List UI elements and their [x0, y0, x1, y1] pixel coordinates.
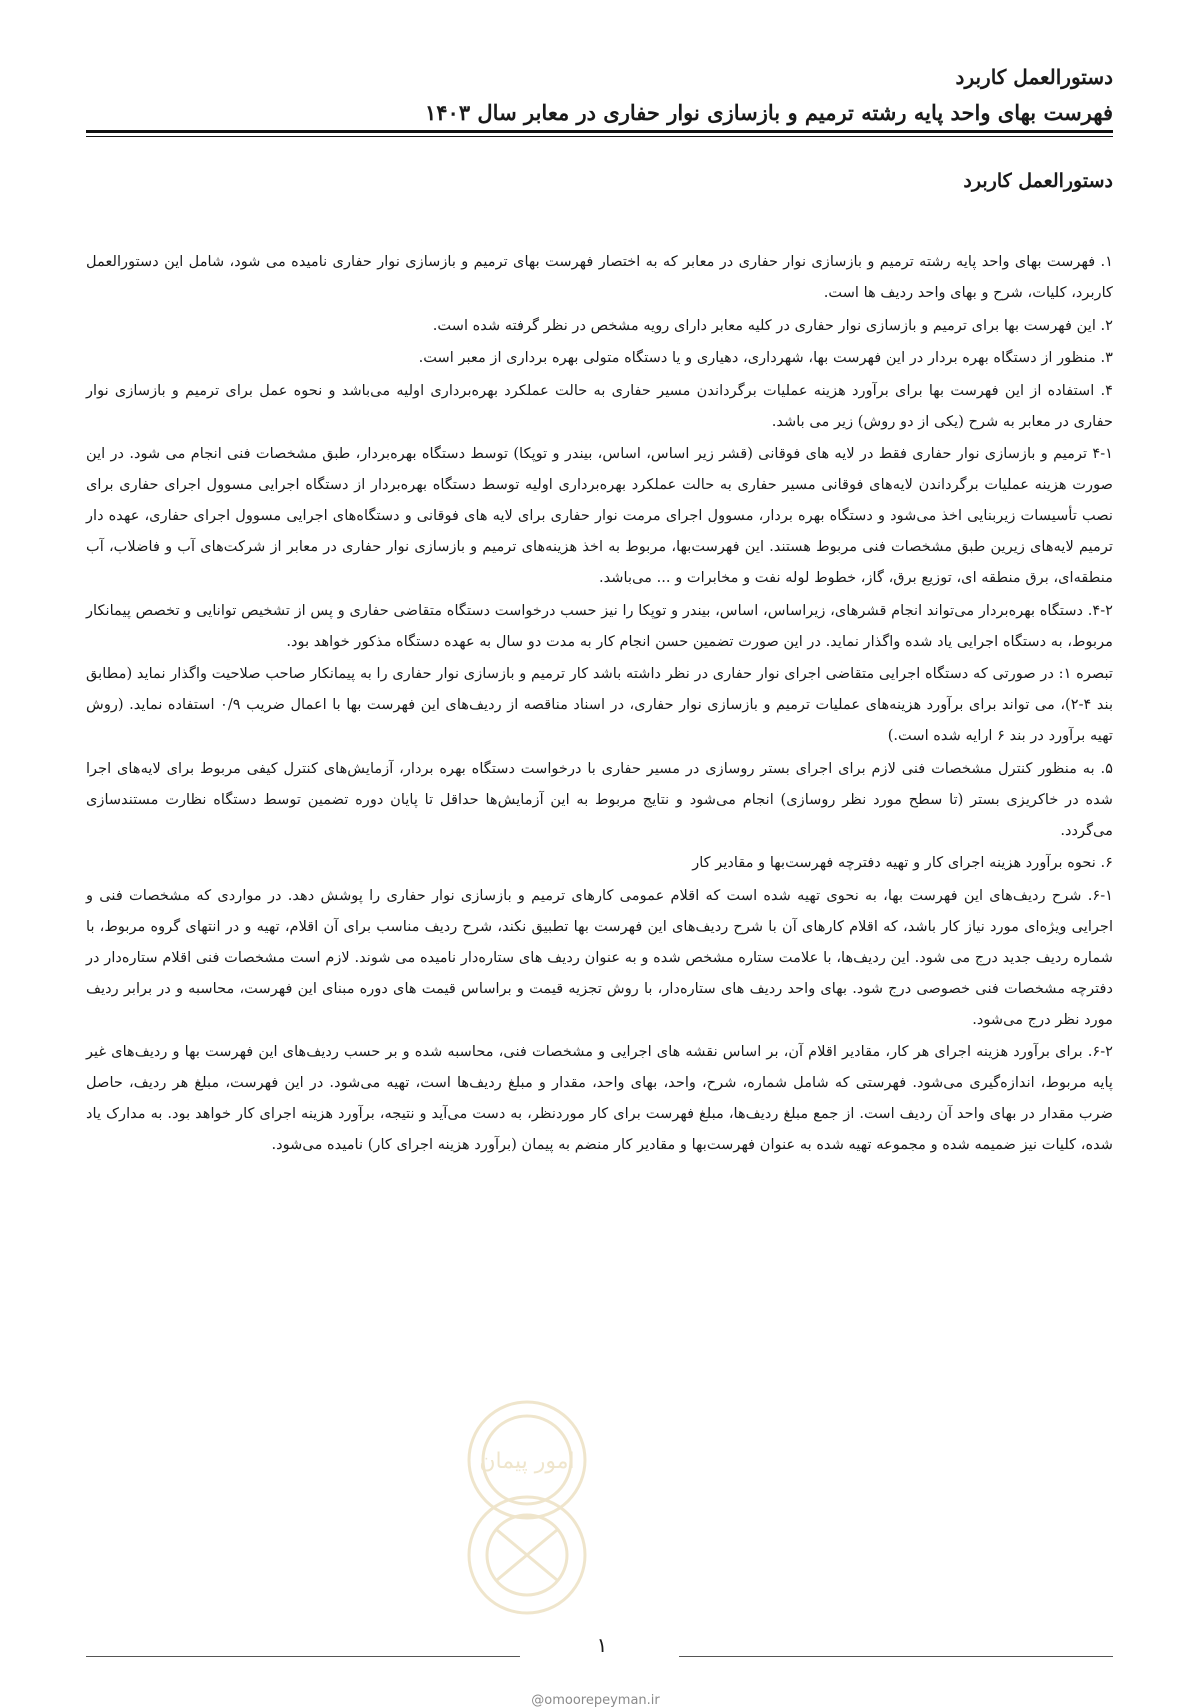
paragraph-item-1: ۱. فهرست بهای واحد پایه رشته ترمیم و بازسازی نوار حفاری در معابر که به اختصار فهرست بهای ترمیم و بازسازی نوار حفاری نامیده می شود، شامل این دستورالعمل کاربرد، کلیات، شرح و بهای واحد ردیف ها است.: [86, 253, 1113, 301]
document-page: [86, 0, 1113, 1685]
footer-rule-right: [679, 1656, 1113, 1657]
header-subtitle: فهرست بهای واحد پایه رشته ترمیم و بازسازی نوار حفاری در معابر سال ۱۴۰۳: [424, 100, 1113, 125]
header-title: دستورالعمل کاربرد: [955, 65, 1113, 89]
paragraph-item-6-2: ۶-۲. برای برآورد هزینه اجرای هر کار، مقادیر اقلام آن، بر اساس نقشه های اجرایی و مشخصات فنی، محاسبه شده و بر حسب ردیف‌های این فهرست بها و ردیف‌های غیر پایه مربوط، اندازه‌گیری می‌شود. فهرستی که شامل شماره، شرح، واحد، بهای واحد، مقدار و مبلغ ردیف‌ها است، تهیه می‌شود. در این فهرست، مبلغ هر ردیف، حاصل ضرب مقدار در بهای واحد آن ردیف است. از جمع مبلغ ردیف‌ها، مبلغ فهرست برای کار موردنظر، به دست می‌آید و نتیجه، برآورد هزینه اجرای کار خواهد بود. به مدارک یاد شده، کلیات نیز ضمیمه شده و مجموعه تهیه شده به عنوان فهرست‌بها و مقادیر کار منضم به پیمان (برآورد هزینه اجرای کار) نامیده می‌شود.: [86, 1043, 1113, 1153]
paragraph-item-4-1: ۴-۱ ترمیم و بازسازی نوار حفاری فقط در لایه های فوقانی (قشر زیر اساس، اساس، بیندر و توپکا) توسط دستگاه بهره‌بردار، طبق مشخصات فنی انجام می شود. در این صورت هزینه عملیات برگرداندن لایه‌های فوقانی مسیر حفاری به حالت عملکرد بهره‌برداری اولیه توسط دستگاه بهره‌بردار از دستگاه اجرایی مسوول اجرای حفاری برای نصب تأسیسات زیربنایی اخذ می‌شود و دستگاه بهره بردار، مسوول اجرای مرمت نوار حفاری برای لایه های فوقانی و دستگاه‌های اجرایی مسوول اجرای حفاری، عهده دار ترمیم لایه‌های زیرین طبق مشخصات فنی مربوط هستند. این فهرست‌بها، مربوط به اخذ هزینه‌های ترمیم و بازسازی نوار حفاری در معابر از شرکت‌های آب و فاضلاب، آب منطقه‌ای، برق منطقه ای، توزیع برق، گاز، خطوط لوله نفت و مخابرات و ... می‌باشد.: [86, 445, 1113, 586]
footer-rule-left: [86, 1656, 520, 1657]
paragraph-item-4: ۴. استفاده از این فهرست بها برای برآورد هزینه عملیات برگرداندن مسیر حفاری به حالت عملکرد بهره‌برداری اولیه می‌باشد و نحوه عمل برای ترمیم و بازسازی نوار حفاری در معابر به شرح (یکی از دو روش) زیر می باشد.: [86, 381, 1113, 430]
paragraph-item-3: ۳. منظور از دستگاه بهره بردار در این فهرست بها، شهرداری، دهیاری و یا دستگاه متولی بهره برداری از معبر است.: [418, 349, 1113, 366]
paragraph-item-5: ۵. به منظور کنترل مشخصات فنی لازم برای اجرای بستر روسازی در مسیر حفاری با درخواست دستگاه بهره بردار، آزمایش‌های کنترل کیفی مربوط برای لایه‌های اجرا شده در خاکریزی بستر (تا سطح مورد نظر روسازی) انجام می‌شود و نتایج مربوط به این آزمایش‌ها حداقل تا پایان دوره تضمین توسط دستگاه نظارت مستندسازی می‌گردد.: [86, 759, 1113, 839]
watermark-url: @omoorepeyman.ir: [531, 1693, 660, 1708]
section-title: دستورالعمل کاربرد: [963, 170, 1113, 192]
paragraph-item-6: ۶. نحوه برآورد هزینه اجرای کار و تهیه دفترچه فهرست‌بها و مقادیر کار: [692, 854, 1113, 871]
paragraph-item-6-1: ۶-۱. شرح ردیف‌های این فهرست بها، به نحوی تهیه شده است که اقلام عمومی کارهای ترمیم و بازسازی نوار حفاری را پوشش دهد. در مواردی که مشخصات فنی و اجرایی ویژه‌ای مورد نیاز کار باشد، که اقلام کارهای آن با شرح ردیف‌های این فهرست بها تطبیق نکند، شرح ردیف مناسب برای آن اقلام، تهیه و در انتهای گروه مربوط، با شماره ردیف جدید درج می شود. این ردیف‌ها، با علامت ستاره مشخص شده و به عنوان ردیف های ستاره‌دار نامیده می شوند. لازم است مشخصات فنی اقلام ستاره‌دار در دفترچه مشخصات فنی خصوصی درج شود. بهای واحد ردیف های ستاره‌دار، با روش تجزیه قیمت و براساس قیمت های دوره مبنای این فهرست، محاسبه و در برابر ردیف مورد نظر درج می‌شود.: [86, 886, 1114, 1028]
watermark-seal-text: امور پیمان: [479, 1449, 575, 1474]
page-number: ۱: [596, 1633, 608, 1657]
paragraph-note-1: تبصره ۱: در صورتی که دستگاه اجرایی متقاضی اجرای نوار حفاری در نظر داشته باشد کار ترمیم و بازسازی نوار حفاری را به پیمانکار صاحب صلاحیت واگذار نماید (مطابق بند ۴-۲)، می تواند برای برآورد هزینه‌های عملیات ترمیم و بازسازی نوار حفاری، در اسناد مناقصه از ردیف‌های این فهرست بها با اعمال ضریب ۰/۹ استفاده نماید. (روش تهیه برآورد در بند ۶ ارایه شده است.): [86, 665, 1114, 744]
document-body: [86, 246, 1113, 1162]
paragraph-item-4-2: ۴-۲. دستگاه بهره‌بردار می‌تواند انجام قشرهای، زیراساس، اساس، بیندر و توپکا را نیز حسب درخواست دستگاه متقاضی حفاری و پس از تشخیص توانایی و تخصص پیمانکار مربوط، به دستگاه اجرایی یاد شده واگذار نماید. در این صورت تضمین حسن انجام کار به مدت دو سال به عهده دستگاه مذکور خواهد بود.: [86, 601, 1113, 650]
header-rule-thick: [86, 130, 1113, 133]
paragraph-item-2: ۲. این فهرست بها برای ترمیم و بازسازی نوار حفاری در کلیه معابر دارای رویه مشخص در نظر گرفته شده است.: [432, 316, 1113, 334]
header-rule-thin: [86, 136, 1113, 137]
